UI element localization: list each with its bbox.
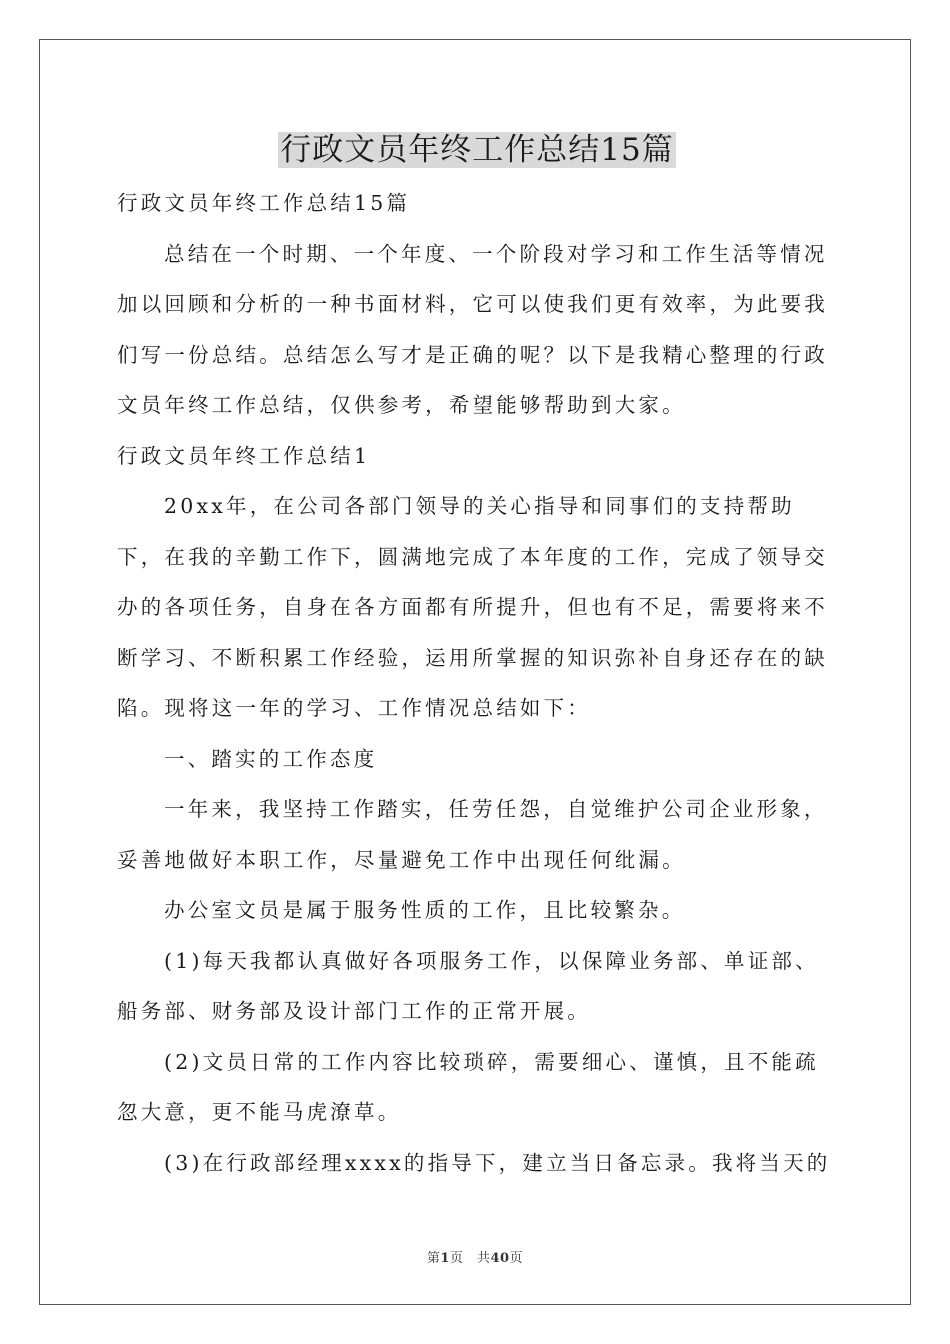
footer-prefix: 第 bbox=[426, 1251, 441, 1266]
paragraph-2: 一年来，我坚持工作踏实，任劳任怨，自觉维护公司企业形象，妥善地做好本职工作，尽量避免工作中出现任何纰漏。 bbox=[117, 797, 828, 872]
document-title: 行政文员年终工作总结15篇 bbox=[280, 132, 674, 168]
total-pages: 40 bbox=[490, 1251, 510, 1266]
footer-suffix: 页 bbox=[509, 1251, 524, 1266]
list-item-1: (1)每天我都认真做好各项服务工作，以保障业务部、单证部、船务部、财务部及设计部门工作的正常开展。 bbox=[117, 948, 819, 1023]
document-body bbox=[117, 122, 837, 1188]
page-number: 1 bbox=[440, 1251, 450, 1266]
heading-1: 一、踏实的工作态度 bbox=[164, 746, 378, 771]
list-item-3: (3)在行政部经理xxxx的指导下，建立当日备忘录。我将当天的 bbox=[164, 1150, 831, 1175]
paragraph-3: 办公室文员是属于服务性质的工作，且比较繁杂。 bbox=[164, 898, 686, 922]
page-footer bbox=[0, 1247, 950, 1266]
list-item-2: (2)文员日常的工作内容比较琐碎，需要细心、谨慎，且不能疏忽大意，更不能马虎潦草。 bbox=[117, 1049, 819, 1124]
paragraph-1: 20xx年，在公司各部门领导的关心指导和同事们的支持帮助下，在我的辛勤工作下，圆满地完成了本年度的工作，完成了领导交办的各项任务，自身在各方面都有所提升，但也有不足，需要将来不断学习、不断积累工作经验，运用所掌握的知识弥补自身还存在的缺陷。现将这一年的学习、工作情况总结如下： bbox=[117, 494, 828, 720]
footer-mid: 页 共 bbox=[449, 1251, 491, 1266]
section-heading: 行政文员年终工作总结1 bbox=[117, 443, 371, 468]
document-subtitle: 行政文员年终工作总结15篇 bbox=[117, 191, 411, 215]
intro-paragraph: 总结在一个时期、一个年度、一个阶段对学习和工作生活等情况加以回顾和分析的一种书面材料，它可以使我们更有效率，为此要我们写一份总结。总结怎么写才是正确的呢？以下是我精心整理的行政文员年终工作总结，仅供参考，希望能够帮助到大家。 bbox=[117, 241, 828, 417]
